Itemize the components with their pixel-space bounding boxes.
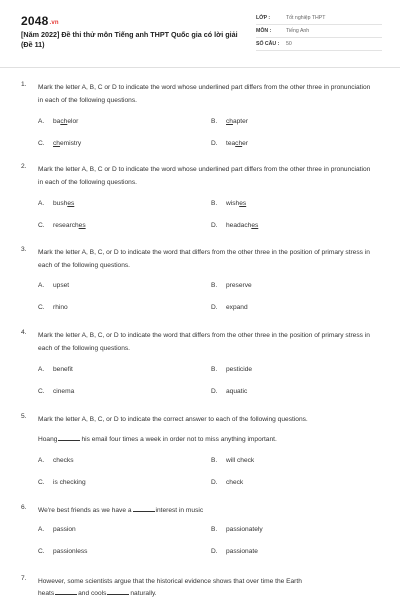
info-label: MÔN : <box>256 28 272 34</box>
logo-suffix: .vn <box>49 20 59 26</box>
info-value: 50 <box>286 41 292 47</box>
option-d[interactable] <box>211 222 258 229</box>
option-text: passion <box>53 526 76 533</box>
option-letter: B. <box>211 200 218 207</box>
question-text: Mark the letter A, B, C, or D to indicate the word that differs from the other three in the position of primary stress in each of the following questions. <box>38 332 370 352</box>
option-text: passionless <box>53 548 88 555</box>
option-text: headach <box>226 222 252 229</box>
option-text: research <box>53 222 79 229</box>
option-d[interactable] <box>211 304 248 311</box>
option-text: checks <box>53 457 74 464</box>
sentence-text: interest in music <box>155 507 204 514</box>
option-c[interactable] <box>38 304 68 311</box>
question-text: However, some scientists argue that the historical evidence shows that over time the Earth <box>38 578 302 585</box>
option-b[interactable] <box>211 118 248 125</box>
option-b[interactable] <box>211 457 254 464</box>
option-text: aquatic <box>226 388 248 395</box>
option-letter: C. <box>38 479 45 486</box>
option-text: pesticide <box>226 366 253 373</box>
underlined-part: es <box>78 222 86 229</box>
option-c[interactable] <box>38 388 74 395</box>
option-letter: A. <box>38 457 45 464</box>
option-letter: C. <box>38 140 45 147</box>
option-d[interactable] <box>211 479 243 486</box>
sentence-text: Hoang <box>38 436 58 443</box>
option-text: ba <box>53 118 61 125</box>
option-text: passionately <box>226 526 263 533</box>
option-letter: D. <box>211 388 218 395</box>
option-letter: C. <box>38 222 45 229</box>
option-letter: D. <box>211 222 218 229</box>
option-letter: B. <box>211 366 218 373</box>
option-text: benefit <box>53 366 73 373</box>
option-letter: B. <box>211 526 218 533</box>
answer-blank <box>55 589 77 595</box>
option-letter: B. <box>211 282 218 289</box>
info-row-subject <box>256 25 382 38</box>
option-text: expand <box>226 304 248 311</box>
option-b[interactable] <box>211 366 252 373</box>
option-text: will check <box>226 457 255 464</box>
option-text: emistry <box>59 140 82 147</box>
exam-info-panel <box>256 12 382 51</box>
question-text: Mark the letter A, B, C, or D to indicate the word that differs from the other three in the position of primary stress in each of the following questions. <box>38 249 370 269</box>
option-letter: A. <box>38 526 45 533</box>
option-b[interactable] <box>211 200 246 207</box>
question-number: 7. <box>21 575 27 582</box>
option-c[interactable] <box>38 479 86 486</box>
option-a[interactable] <box>38 118 78 125</box>
option-letter: B. <box>211 118 218 125</box>
option-text: passionate <box>226 548 258 555</box>
sentence-text: heats <box>38 590 55 597</box>
option-a[interactable] <box>38 282 69 289</box>
info-label: LỚP : <box>256 15 271 21</box>
question-number: 3. <box>21 246 27 253</box>
option-text: upset <box>53 282 70 289</box>
answer-blank <box>58 435 80 441</box>
question-number: 2. <box>21 163 27 170</box>
option-a[interactable] <box>38 526 76 533</box>
question-number: 6. <box>21 504 27 511</box>
question-text <box>38 504 376 517</box>
option-a[interactable] <box>38 457 74 464</box>
option-letter: C. <box>38 304 45 311</box>
info-row-count <box>256 38 382 51</box>
question-text: Mark the letter A, B, C, or D to indicate the correct answer to each of the following questions. <box>38 416 308 423</box>
underlined-part: ch <box>60 118 68 125</box>
option-letter: A. <box>38 118 45 125</box>
answer-blank <box>107 589 129 595</box>
option-text: rhino <box>53 304 68 311</box>
page-header <box>0 0 400 68</box>
underlined-part: es <box>67 200 75 207</box>
option-b[interactable] <box>211 526 263 533</box>
question-number: 5. <box>21 413 27 420</box>
exam-title: [Năm 2022] Đề thi thử môn Tiếng anh THPT Quốc gia có lời giải (Đề 11) <box>21 30 238 50</box>
option-letter: C. <box>38 548 45 555</box>
option-text: preserve <box>226 282 252 289</box>
option-text: wish <box>226 200 240 207</box>
option-d[interactable] <box>211 548 258 555</box>
site-logo[interactable] <box>21 14 59 28</box>
underlined-part: ch <box>53 140 60 147</box>
option-letter: C. <box>38 388 45 395</box>
option-text: bush <box>53 200 68 207</box>
sentence-text: We're best friends as we have a <box>38 507 132 514</box>
option-a[interactable] <box>38 366 73 373</box>
underlined-part: ch <box>226 118 233 125</box>
option-text: is checking <box>53 479 86 486</box>
option-text: er <box>242 140 249 147</box>
option-letter: D. <box>211 140 218 147</box>
question-sentence <box>38 587 376 600</box>
option-a[interactable] <box>38 200 74 207</box>
underlined-part: ch <box>235 140 243 147</box>
info-value: Tốt nghiệp THPT <box>286 15 326 21</box>
sentence-text: naturally. <box>130 590 157 597</box>
answer-blank <box>133 506 155 512</box>
option-text: check <box>226 479 244 486</box>
option-letter: D. <box>211 304 218 311</box>
option-letter: D. <box>211 548 218 555</box>
info-label: SỐ CÂU : <box>256 41 280 47</box>
info-value: Tiếng Anh <box>286 28 310 34</box>
sentence-text: his email four times a week in order not to miss anything important. <box>81 436 277 443</box>
question-number: 4. <box>21 329 27 336</box>
question-text: Mark the letter A, B, C or D to indicate the word whose underlined part differs from the other three in pronunciation in each of the following questions. <box>38 84 371 104</box>
question-sentence <box>38 433 376 446</box>
option-letter: A. <box>38 200 45 207</box>
option-letter: A. <box>38 366 45 373</box>
option-letter: D. <box>211 479 218 486</box>
underlined-part: es <box>239 200 247 207</box>
question-number: 1. <box>21 81 27 88</box>
option-c[interactable] <box>38 222 86 229</box>
option-c[interactable] <box>38 140 81 147</box>
option-c[interactable] <box>38 548 87 555</box>
option-b[interactable] <box>211 282 252 289</box>
option-letter: A. <box>38 282 45 289</box>
option-text: elor <box>67 118 79 125</box>
question-text: Mark the letter A, B, C or D to indicate the word whose underlined part differs from the other three in pronunciation in each of the following questions. <box>38 166 371 186</box>
option-letter: B. <box>211 457 218 464</box>
option-d[interactable] <box>211 140 248 147</box>
info-row-class <box>256 12 382 25</box>
option-text: cinema <box>53 388 75 395</box>
option-d[interactable] <box>211 388 247 395</box>
logo-text: 2048 <box>21 14 49 28</box>
underlined-part: es <box>251 222 259 229</box>
option-text: tea <box>226 140 236 147</box>
option-text: apter <box>232 118 248 125</box>
sentence-text: and cools <box>78 590 107 597</box>
